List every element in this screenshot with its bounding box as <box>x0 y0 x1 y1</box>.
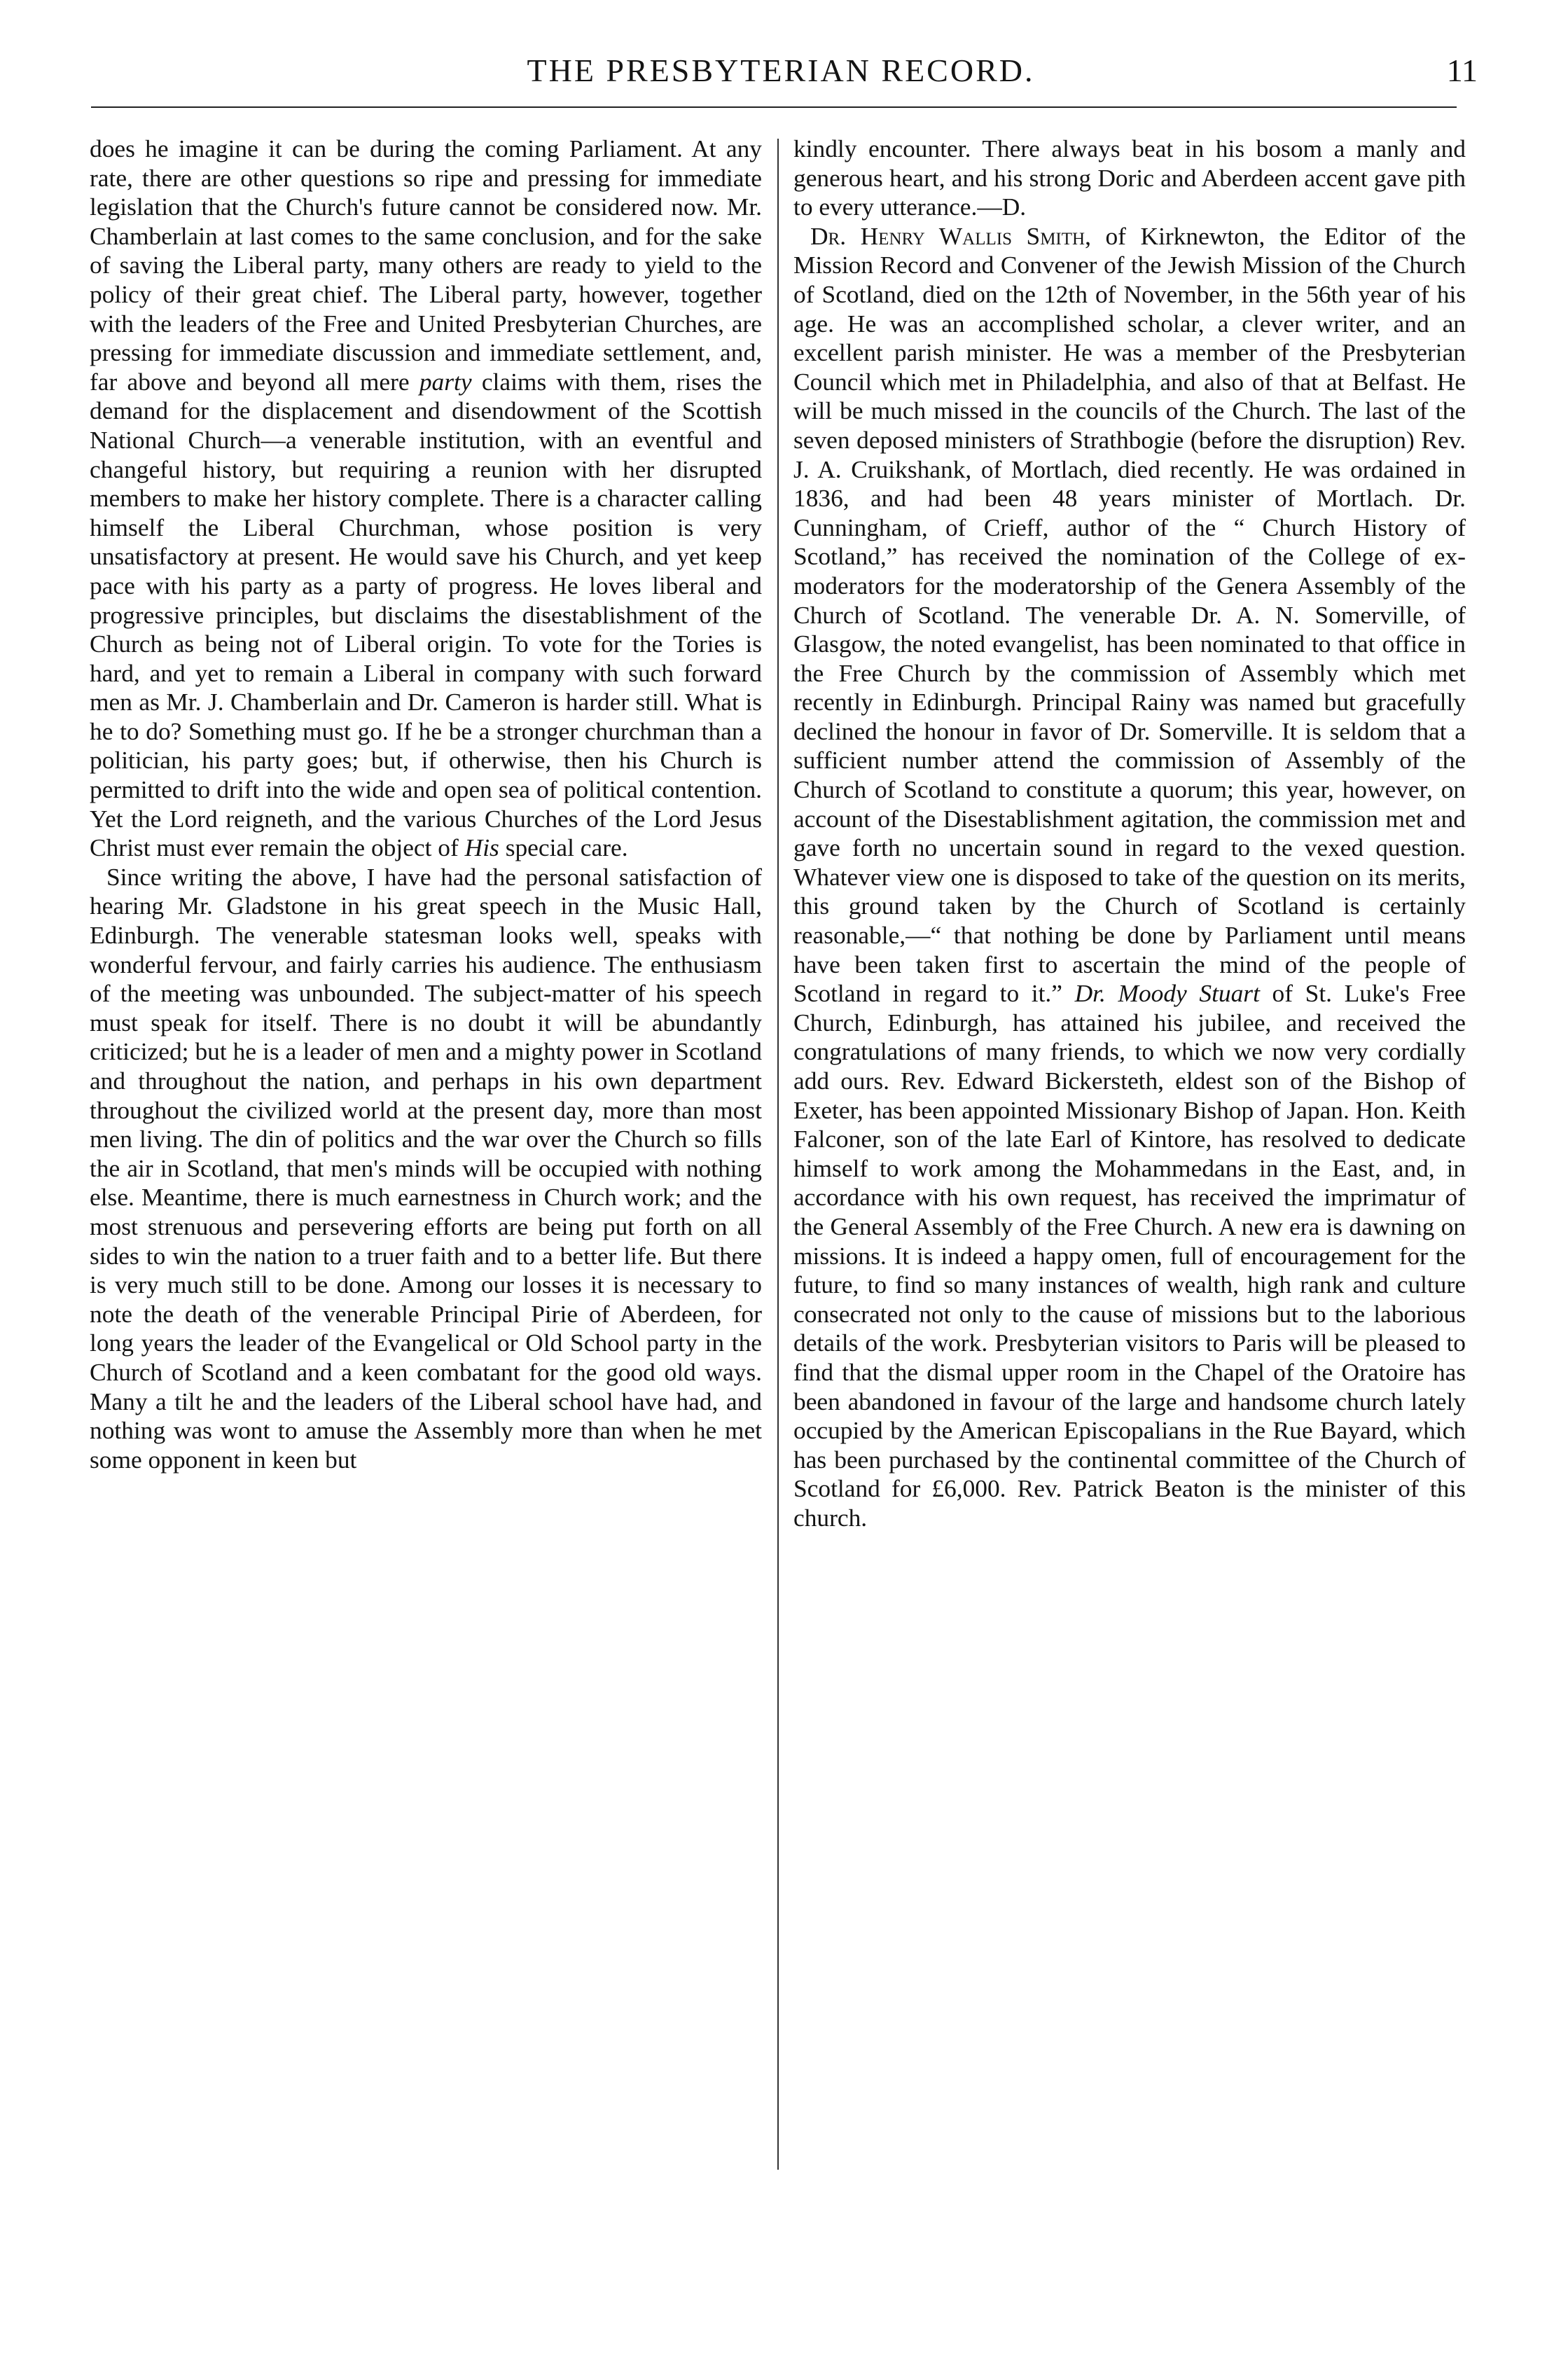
right-p2-name: Dr. Henry Wallis Smith, <box>810 221 1091 250</box>
right-p2-text: of Kirknewton, the Editor of the Mission Record and Convener of the Jewish Mission of the Church of Scotland, died on the 12th of November, in the 56th year of his age. He was an accomplished scholar, a clever writer, and an excellent parish minister. He was a member of the Presbyterian Council which met in Philadelphia, and also of that at Belfast. He will be much missed in the councils of the Church. The last of the seven deposed ministers of Strathbogie (before the disruption) Rev. J. A. Cruikshank, of Mortlach, died recently. He was ordained in 1836, and had been 48 years minister of Mortlach. Dr. Cunningham, of Crieff, author of the “ Church History of Scotland,” has received the nomination of the College of ex-moderators for the moderatorship of the Genera Assembly of the Church of Scotland. The venerable Dr. A. N. Somerville, of Glasgow, the noted evangelist, has been nominated to that office in the Free Church by the commission of Assembly which met recently in Edinburgh. Principal Rainy was named but gracefully declined the honour in favor of Dr. Somerville. It is seldom that a sufficient number attend the commission of Assembly of the Church of Scotland to constitute a quorum; this year, however, on account of the Disestablishment agitation, the commission met and gave forth no uncertain sound in regard to the vexed question. Whatever view one is disposed to take of the question on its merits, this ground taken by the Church of Scotland is certainly reasonable,—“ that nothing be done by Parliament until means have been taken first to ascertain the mind of the people of Scotland in regard to it.” <box>793 221 1466 1008</box>
left-p1-italic-2: His <box>464 833 499 862</box>
right-p2-continued: of St. Luke's Free Church, Edinburgh, has attained his jubilee, and received the congratulations of many friends, to which we now very cordially add ours. Rev. Edward Bickersteth, eldest son of the Bishop of Exeter, has been appointed Missionary Bishop of Japan. Hon. Keith Falconer, son of the late Earl of Kintore, has resolved to dedicate himself to work among the Mohammedans in the East, and, in accordance with his own request, has received the imprimatur of the General Assembly of the Free Church. A new era is dawning on missions. It is indeed a happy omen, full of encouragement for the future, to find so many instances of wealth, high rank and culture consecrated not only to the cause of missions but to the laborious details of the work. Presbyterian visitors to Paris will be pleased to find that the dismal upper room in the Chapel of the Oratoire has been abandoned in favour of the large and handsome church lately occupied by the American Episcopalians in the Rue Bayard, which has been purchased by the continental committee of the Church of Scotland for £6,000. Rev. Patrick Beaton is the minister of this church. <box>793 979 1466 1532</box>
left-p1-end: special care. <box>505 833 628 862</box>
header-rule <box>91 106 1457 108</box>
left-column <box>90 134 762 1474</box>
left-p1-italic: party <box>419 367 472 396</box>
right-p1-text: kindly encounter. There always beat in his bosom a manly and generous heart, and his strong Doric and Aberdeen accent gave pith to every utterance.—D. <box>793 134 1466 221</box>
left-paragraph-2 <box>90 863 762 1474</box>
left-p1-continued: claims with them, rises the demand for the displacement and disendowment of the Scottish National Church—a venerable institution, with an eventful and changeful history, but requiring a reunion with her disrupted members to make her history complete. There is a character calling himself the Liberal Churchman, whose position is very unsatisfactory at present. He would save his Church, and yet keep pace with his party as a party of progress. He loves liberal and progressive principles, but disclaims the disestablishment of the Church as being not of Liberal origin. To vote for the Tories is hard, and yet to remain a Liberal in company with such forward men as Mr. J. Chamberlain and Dr. Cameron is harder still. What is he to do? Something must go. If he be a stronger churchman than a politician, his party goes; but, if otherwise, then his Church is permitted to drift into the wide and open sea of political contention. Yet the Lord reigneth, and the various Churches of the Lord Jesus Christ must ever remain the object of <box>90 367 762 862</box>
page-title: THE PRESBYTERIAN RECORD. <box>527 53 1035 88</box>
left-paragraph-1 <box>90 134 762 863</box>
right-paragraph-1 <box>793 134 1466 222</box>
left-p1-text: does he imagine it can be during the coming Parliament. At any rate, there are other questions so ripe and pressing for immediate legislation that the Church's future cannot be considered now. Mr. Chamberlain at last comes to the same conclusion, and for the sake of saving the Liberal party, many others are ready to yield to the policy of their great chief. The Liberal party, however, together with the leaders of the Free and United Presbyterian Churches, are pressing for immediate discussion and immediate settlement, and, far above and beyond all mere <box>90 134 762 396</box>
right-p2-italic: Dr. Moody Stuart <box>1074 979 1260 1008</box>
page-header <box>77 49 1485 91</box>
right-paragraph-2 <box>793 222 1466 1533</box>
right-column <box>793 134 1466 1533</box>
page-number: 11 <box>1446 53 1478 88</box>
column-divider <box>777 139 779 2170</box>
left-p2-text: Since writing the above, I have had the personal satisfaction of hearing Mr. Gladstone in his great speech in the Music Hall, Edinburgh. The venerable statesman looks well, speaks with wonderful fervour, and fairly carries his audience. The enthusiasm of the meeting was unbounded. The subject-matter of his speech must speak for itself. There is no doubt it will be abundantly criticized; but he is a leader of men and a mighty power in Scotland and throughout the nation, and perhaps in his own department throughout the civilized world at the present day, more than most men living. The din of politics and the war over the Church so fills the air in Scotland, that men's minds will be occupied with nothing else. Meantime, there is much earnestness in Church work; and the most strenuous and persevering efforts are being put forth on all sides to win the nation to a truer faith and to a better life. But there is very much still to be done. Among our losses it is necessary to note the death of the venerable Principal Pirie of Aberdeen, for long years the leader of the Evangelical or Old School party in the Church of Scotland and a keen combatant for the good old ways. Many a tilt he and the leaders of the Liberal school have had, and nothing was wont to amuse the Assembly more than when he met some opponent in keen but <box>90 862 762 1474</box>
